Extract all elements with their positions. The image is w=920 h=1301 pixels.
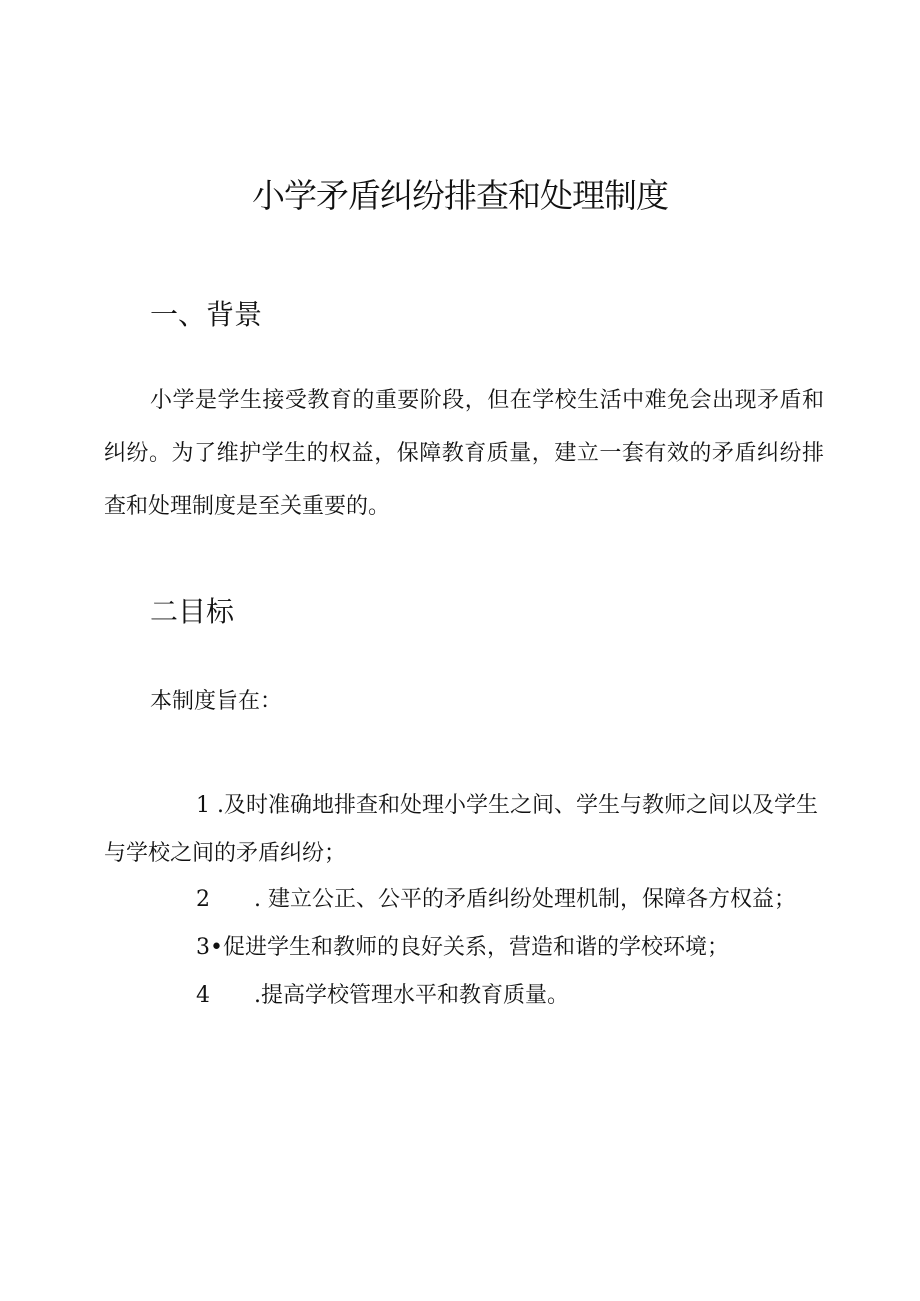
goal-item-number: 4 [196,983,210,1008]
goal-item-text: .提高学校管理水平和教育质量。 [254,983,569,1008]
goal-item-3 [104,924,824,972]
goal-item-2 [104,876,824,924]
background-paragraph: 小学是学生接受教育的重要阶段，但在学校生活中难免会出现矛盾和纠纷。为了维护学生的权益，保障教育质量，建立一套有效的矛盾纠纷排查和处理制度是至关重要的。 [104,388,824,519]
goal-item-text: .及时准确地排查和处理小学生之间、学生与教师之间以及学生与学校之间的矛盾纠纷； [104,793,818,866]
section-heading-background: 一、背景 [150,298,263,331]
goal-item-1 [104,782,824,878]
document-title: 小学矛盾纠纷排查和处理制度 [252,176,668,215]
goal-item-number: 3• [196,935,223,960]
goal-item-4 [104,972,824,1020]
section-heading-goals: 二目标 [150,595,235,628]
goal-item-number: 1 [196,793,210,818]
goal-item-text: . 建立公正、公平的矛盾纠纷处理机制，保障各方权益； [254,887,796,912]
goal-item-number: 2 [196,887,210,912]
goals-intro: 本制度旨在： [150,689,283,714]
goal-item-text: 促进学生和教师的良好关系，营造和谐的学校环境； [222,935,729,960]
